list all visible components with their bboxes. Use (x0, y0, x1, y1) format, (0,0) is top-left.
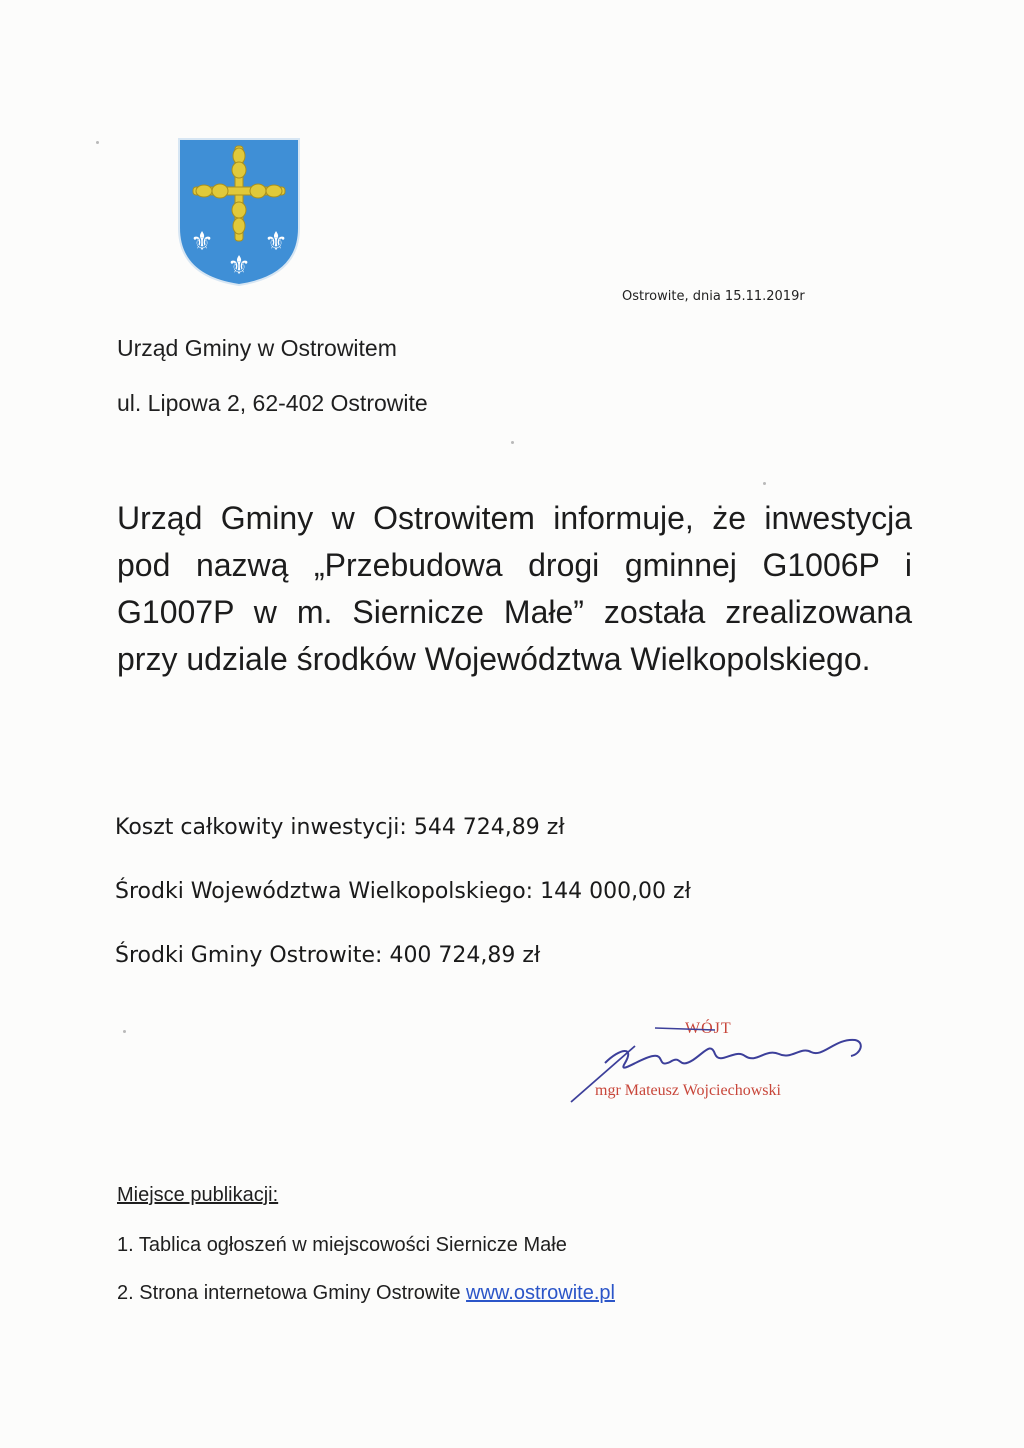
scan-speck (511, 441, 514, 444)
publication-item-2-text: 2. Strona internetowa Gminy Ostrowite (117, 1282, 467, 1304)
scan-speck (96, 141, 99, 144)
publication-list (117, 1234, 615, 1330)
document-date: Ostrowite, dnia 15.11.2019r (622, 289, 805, 304)
municipal-coat-of-arms-icon (176, 136, 302, 288)
website-link[interactable]: www.ostrowite.pl (466, 1282, 615, 1304)
publication-heading: Miejsce publikacji: (117, 1184, 279, 1206)
signature-stamp (565, 1018, 875, 1108)
sender-name: Urząd Gminy w Ostrowitem (117, 335, 397, 361)
svg-text:⚜: ⚜ (227, 251, 251, 281)
scan-speck (763, 482, 766, 485)
cost-breakdown (115, 815, 691, 1007)
svg-text:⚜: ⚜ (264, 227, 288, 257)
notice-paragraph: Urząd Gminy w Ostrowitem informuje, że inwestycja pod nazwą „Przebudowa drogi gminnej G1006P i G1007P w m. Siernicze Małe” została zrealizowana przy udziale środków Województwa Wielkopolskiego. (117, 500, 912, 677)
sender-address: ul. Lipowa 2, 62-402 Ostrowite (117, 390, 428, 416)
signatory-name: mgr Mateusz Wojciechowski (595, 1082, 781, 1099)
signature-title: WÓJT (685, 1020, 732, 1037)
cost-total: Koszt całkowity inwestycji: 544 724,89 zł (115, 815, 565, 840)
svg-text:⚜: ⚜ (190, 227, 214, 257)
cost-municipality: Środki Gminy Ostrowite: 400 724,89 zł (115, 943, 541, 968)
publication-item-1: 1. Tablica ogłoszeń w miejscowości Siernicze Małe (117, 1234, 567, 1256)
scan-speck (123, 1030, 126, 1033)
cost-voivodeship: Środki Województwa Wielkopolskiego: 144 000,00 zł (115, 879, 691, 904)
publication-item-2 (117, 1282, 615, 1306)
